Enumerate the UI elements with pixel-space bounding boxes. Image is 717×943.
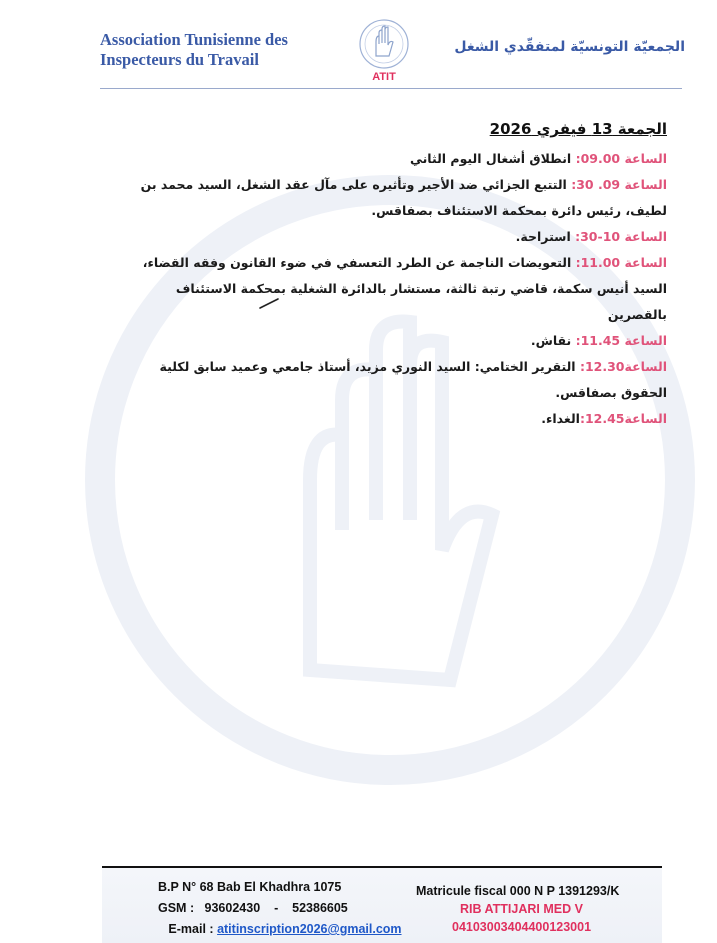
schedule-text: التعويضات الناجمة عن الطرد التعسفي في ضوء القانون وفقه القضاء، السيد أنيس سكمة، قاضي رتبة ثالثة، مستشار بالدائرة الشغلية بمحكمة الاستئناف بالقصرين — [142, 255, 667, 322]
schedule-time: الساعة 11.45: — [575, 333, 667, 348]
bank-rib: RIB ATTIJARI MED V — [460, 902, 583, 916]
schedule-item — [140, 354, 667, 406]
footer-bank — [416, 882, 619, 936]
schedule-item — [140, 172, 667, 224]
schedule-text: التقرير الختامي: السيد النوري مزيد، أستاذ جامعي وعميد سابق لكلية الحقوق بصفاقس. — [159, 359, 667, 400]
schedule-item — [140, 328, 667, 354]
schedule-item — [140, 224, 667, 250]
schedule-time: الساعة 09.00: — [575, 151, 667, 166]
schedule-text: استراحة. — [515, 229, 576, 244]
email-row — [158, 919, 402, 940]
schedule-text: التتبع الجزائي ضد الأجير وتأثيره على مآل عقد الشغل، السيد محمد بن لطيف، رئيس دائرة بمحكمة الاستئناف بصفاقس. — [140, 177, 667, 218]
schedule-time: الساعة 11.00: — [575, 255, 667, 270]
footer-divider — [102, 866, 662, 868]
org-name-arabic: الجمعيّة التونسيّة لمتفقّدي الشغل — [454, 39, 685, 55]
schedule-time: الساعة12.45: — [579, 411, 667, 426]
pen-mark — [258, 296, 280, 310]
gsm-label: GSM : — [158, 901, 195, 915]
schedule-time: الساعة12.30: — [579, 359, 667, 374]
gsm-number-2: 52386605 — [292, 901, 348, 915]
gsm-row — [158, 898, 402, 919]
tax-id: Matricule fiscal 000 N P 1391293/K — [416, 884, 620, 898]
footer-contact — [158, 877, 402, 940]
email-link[interactable]: atitinscription2026@gmail.com — [217, 922, 402, 936]
email-label: E-mail : — [168, 922, 214, 936]
schedule-item — [140, 250, 667, 328]
schedule-text: انطلاق أشغال اليوم الثاني — [409, 151, 576, 166]
program-content — [140, 120, 667, 432]
org-name-french-line2: Inspecteurs du Travail — [100, 50, 259, 69]
postal-address: B.P N° 68 Bab El Khadhra 1075 — [158, 880, 342, 894]
atit-logo — [352, 16, 416, 84]
bank-account-number: 04103003404400123001 — [452, 920, 592, 934]
schedule-item — [140, 406, 667, 432]
schedule-text: الغداء. — [541, 411, 580, 426]
gsm-separator: - — [274, 901, 279, 915]
schedule-time: الساعة 10-30: — [575, 229, 667, 244]
schedule-time: الساعة 09. 30: — [571, 177, 667, 192]
org-name-french — [100, 30, 288, 70]
schedule-item — [140, 146, 667, 172]
org-name-french-line1: Association Tunisienne des — [100, 30, 288, 49]
header-divider — [100, 88, 682, 89]
day-title: الجمعة 13 فيفري 2026 — [489, 120, 667, 138]
gsm-number-1: 93602430 — [204, 901, 261, 915]
svg-text:ATIT: ATIT — [372, 71, 396, 83]
schedule-text: نقاش. — [530, 333, 576, 348]
